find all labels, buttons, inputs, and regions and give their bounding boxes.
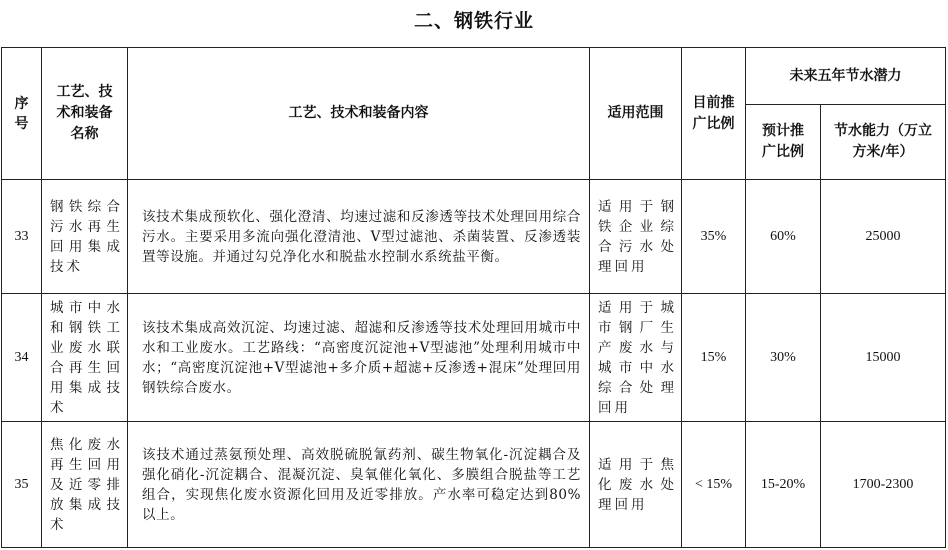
row-scope: 适用于城市钢厂生产废水与城市中水综合处理回用 [590,294,682,422]
row-content: 该技术通过蒸氨预处理、高效脱硫脱氰药剂、碳生物氧化-沉淀耦合及强化硝化-沉淀耦合、混凝沉淀、臭氧催化氧化、多膜组合脱盐等工艺组合，实现焦化废水资源化回用及近零排放。产水率可稳定达到80%以上。 [128,422,590,548]
row-expected-ratio: 60% [746,180,821,294]
row-seq: 33 [2,180,42,294]
row-expected-ratio: 15-20% [746,422,821,548]
row-current-ratio: < 15% [682,422,746,548]
header-expected-ratio: 预计推广比例 [746,105,821,180]
header-content: 工艺、技术和装备内容 [128,48,590,180]
row-name: 城市中水和钢铁工业废水联合再生回用集成技术 [42,294,128,422]
row-name: 焦化废水再生回用及近零排放集成技术 [42,422,128,548]
row-current-ratio: 35% [682,180,746,294]
row-seq: 35 [2,422,42,548]
header-seq: 序号 [2,48,42,180]
table-row [2,294,946,422]
row-scope: 适用于钢铁企业综合污水处理回用 [590,180,682,294]
table-row [2,180,946,294]
row-content: 该技术集成高效沉淀、均速过滤、超滤和反渗透等技术处理回用城市中水和工业废水。工艺路线：“高密度沉淀池+V型滤池”处理利用城市中水；“高密度沉淀池+V型滤池+多介质+超滤+反渗透+混床”处理回用钢铁综合废水。 [128,294,590,422]
header-name: 工艺、技术和装备名称 [42,48,128,180]
header-potential-group: 未来五年节水潜力 [746,48,946,105]
row-current-ratio: 15% [682,294,746,422]
technology-table [1,47,946,548]
row-capacity: 15000 [821,294,946,422]
row-name: 钢铁综合污水再生回用集成技术 [42,180,128,294]
table-row [2,422,946,548]
row-expected-ratio: 30% [746,294,821,422]
header-capacity: 节水能力（万立方米/年） [821,105,946,180]
header-scope: 适用范围 [590,48,682,180]
row-capacity: 1700-2300 [821,422,946,548]
row-capacity: 25000 [821,180,946,294]
row-scope: 适用于焦化废水处理回用 [590,422,682,548]
row-seq: 34 [2,294,42,422]
page-title: 二、钢铁行业 [413,10,534,32]
row-content: 该技术集成预软化、强化澄清、均速过滤和反渗透等技术处理回用综合污水。主要采用多流向强化澄清池、V型过滤池、杀菌装置、反渗透装置等设施。并通过勾兑净化水和脱盐水控制水系统盐平衡。 [128,180,590,294]
header-current-ratio: 目前推广比例 [682,48,746,180]
